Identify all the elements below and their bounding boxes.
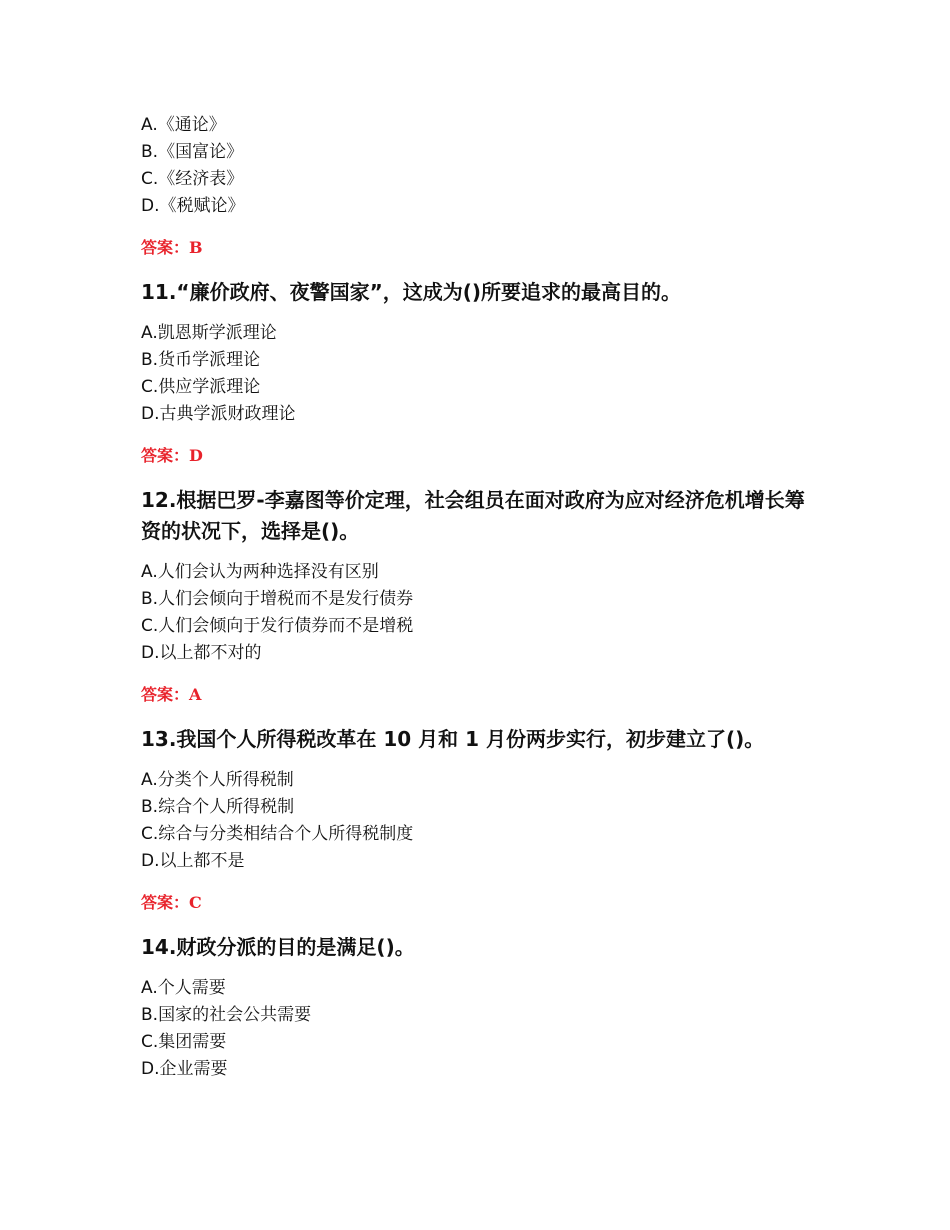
option-list [141,559,821,667]
option-d: D.古典学派财政理论 [141,404,296,424]
option-d: D.以上都不对的 [141,643,262,663]
option-d: D.企业需要 [141,1059,228,1079]
option-b: B.综合个人所得税制 [141,797,295,817]
option-list [141,767,821,875]
option-a: A.人们会认为两种选择没有区别 [141,562,379,582]
option-b: B.国家的社会公共需要 [141,1005,312,1025]
option-b: B.《国富论》 [141,142,244,162]
answer-line [141,445,821,467]
answer-label: 答案： [141,446,190,465]
option-a: A.分类个人所得税制 [141,770,294,790]
option-d: D.《税赋论》 [141,196,245,216]
option-a: A.凯恩斯学派理论 [141,323,277,343]
answer-value: B [189,238,203,257]
option-c: C.供应学派理论 [141,377,261,397]
option-c: C.《经济表》 [141,169,244,189]
question-block-12 [141,485,821,706]
question-block-11 [141,277,821,467]
question-text: 14.财政分派的目的是满足()。 [141,935,415,959]
option-list [141,320,821,428]
question-text: 13.我国个人所得税改革在 10 月和 1 月份两步实行，初步建立了()。 [141,727,765,751]
question-text: 11.“廉价政府、夜警国家”，这成为()所要追求的最高目的。 [141,280,681,304]
option-c: C.人们会倾向于发行债券而不是增税 [141,616,414,636]
answer-label: 答案： [141,685,190,704]
answer-value: A [189,685,202,704]
option-list [141,975,821,1083]
option-a: A.《通论》 [141,115,226,135]
option-c: C.综合与分类相结合个人所得税制度 [141,824,414,844]
answer-label: 答案： [141,238,190,257]
answer-line [141,892,821,914]
option-c: C.集团需要 [141,1032,227,1052]
document-page [141,112,821,1083]
option-list [141,112,821,220]
answer-line [141,684,821,706]
question-block-10 [141,112,821,259]
question-block-14 [141,932,821,1083]
answer-value: C [189,893,202,912]
question-text: 12.根据巴罗-李嘉图等价定理，社会组员在面对政府为应对经济危机增长筹资的状况下，选择是()。 [141,488,805,543]
question-block-13 [141,724,821,914]
option-d: D.以上都不是 [141,851,245,871]
answer-line [141,237,821,259]
answer-label: 答案： [141,893,190,912]
option-b: B.人们会倾向于增税而不是发行债券 [141,589,414,609]
option-a: A.个人需要 [141,978,226,998]
answer-value: D [189,446,203,465]
option-b: B.货币学派理论 [141,350,261,370]
